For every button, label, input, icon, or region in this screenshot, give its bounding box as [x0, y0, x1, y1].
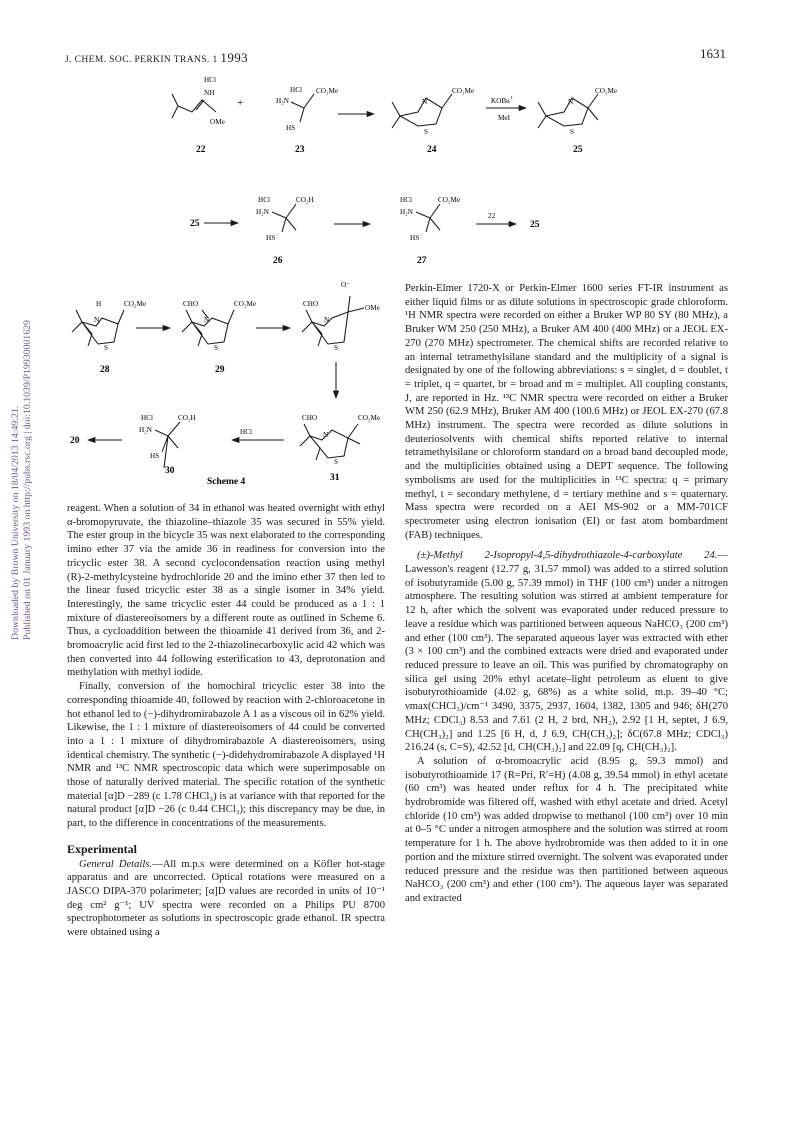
atom-label: CO₂Me	[438, 196, 461, 204]
atom-label: HCl	[204, 76, 216, 84]
atom-label: CO₂H	[178, 414, 196, 422]
atom-label: CHO	[303, 300, 319, 308]
atom-label: CO₂Me	[358, 414, 381, 422]
paragraph	[67, 858, 385, 940]
enolate-intermediate	[302, 281, 380, 352]
doi-link[interactable]: Published on 01 January 1993 on http://pubs.rsc.org | doi:10.1039/P19930001629	[22, 320, 33, 640]
atom-label: HS	[266, 234, 276, 242]
reagent-hcl: HCl	[240, 428, 252, 436]
reagent-kobut: KOBu	[491, 97, 510, 105]
atom-label: HCl	[290, 86, 302, 94]
paragraph-text: —All m.p.s were determined on a Köfler hot-stage apparatus and are uncorrected. Optical rotations were measured on a JASCO DIPA-370 polarimeter; [α]D values are recorded in units of 10⁻¹ deg cm² g⁻¹; UV spectra were recorded on a Philips PU 8700 spectrophotometer as solutions in spectroscopic grade ethanol. IR spectra were obtained using a	[67, 858, 385, 939]
reagent-22: 22	[488, 212, 496, 220]
atom-label: OMe	[210, 118, 225, 126]
atom-label: N	[422, 98, 428, 106]
atom-label: CO₂Me	[124, 300, 147, 308]
left-column	[67, 502, 385, 940]
atom-label: N	[204, 316, 210, 324]
atom-label: OMe	[365, 304, 380, 312]
paragraph	[405, 549, 728, 755]
compound-number: 22	[196, 145, 206, 155]
compound-23	[276, 86, 338, 155]
compound-27	[400, 196, 460, 266]
scheme-caption: Scheme 4	[207, 477, 246, 487]
reagent-mei: MeI	[498, 114, 510, 122]
compound-24	[392, 87, 474, 155]
atom-label: N	[324, 316, 330, 324]
atom-label: H₂N	[400, 208, 413, 216]
compound-29	[182, 300, 256, 375]
atom-label: HCl	[258, 196, 270, 204]
atom-label: H₂N	[256, 208, 269, 216]
atom-label: HCl	[400, 196, 412, 204]
paragraph: Perkin-Elmer 1720-X or Perkin-Elmer 1600 series FT-IR instrument as either liquid films or as dilute solutions in spectroscopic grade chloroform. ¹H NMR spectra were recorded on either a Bruker WP 80 SY (80 MHz), a Bruker WM 250 (250 MHz), a Bruker AM 400 (400 MHz) or a JEOL EX-270 (270 MHz) spectrometer. The chemical shifts are recorded relative to an internal tetramethylsilane standard and the multiplicity of a signal is designated by one of the following abbreviations: s = singlet, d = doublet, t = triplet, q = quartet, br = broad and m = multiplet. All coupling constants, J, are reported in Hz. ¹³C NMR spectra were recorded on either a Bruker WM 250 (62.9 MHz), Bruker AM 400 (100.6 MHz) or JEOL EX-270 (67.8 MHz) instrument. The spectra were recorded as dilute solutions in deuteriosolvents with chemical shifts reported relative to internal tetramethylsilane or chloroform standard on a broad band decoupled mode, and the multiplicities obtained using a DEPT sequence. The following symbolisms are used for the multiplicities in ¹³C spectra: q = primary methyl, t = secondary methylene, d = tertiary methine and s = quaternary. Mass spectra were recorded on a AEI MS-902 or a MM-701CF spectrometer using electron ionisation (EI) or fast atom bombardment (FAB) techniques.	[405, 283, 728, 541]
compound-number: 20	[70, 436, 80, 446]
compound-31	[300, 414, 380, 483]
paragraph-text: —Lawesson's reagent (12.77 g, 31.57 mmol) was added to a stirred solution of isobutyramide (5.00 g, 57.39 mmol) in THF (100 cm³) under a nitrogen atmosphere. The resulting solution was stirred at ambient temperature for 12 h, after which the solvent was evaporated under reduced pressure to leave a residue which was partitioned between aqueous NaHCO₃ (200 cm³) and ether (100 cm³). The separated aqueous layer was extracted with ether (3 × 100 cm³) and the combined extracts were dried and evaporated under reduced pressure to leave an oil. This was purified by chromatography on silica gel using 20% ethyl acetate–light petroleum as eluent to give isobutyrothioamide (4.02 g, 68%) as a white solid, m.p. 39–40 °C; νmax(CHCl₃)/cm⁻¹ 3490, 3375, 2937, 1604, 1382, 1305 and 946; δH(270 MHz; CDCl₃) 8.53 and 7.61 (2 H, 2 brd, NH₂), 2.92 [1 H, septet, J 6.9, CH(CH₃)₂] and 1.25 [6 H, d, J 6.9, CH(CH₃)₂]; δC(67.8 MHz; CDCl₃) 216.24 (s, C=S), 42.52 [d, CH(CH₃)₂] and 22.09 [q, CH(CH₃)₂].	[405, 550, 728, 754]
compound-number: 25	[573, 145, 583, 155]
atom-label: S	[214, 344, 218, 352]
right-column	[405, 282, 728, 906]
atom-label: CO₂Me	[316, 87, 339, 95]
compound-heading: (±)-Methyl 2-Isopropyl-4,5-dihydrothiazole-4-carboxylate 24.	[417, 550, 718, 562]
section-heading: Experimental	[67, 841, 137, 856]
atom-label: S	[334, 344, 338, 352]
compound-25	[538, 87, 617, 155]
atom-label: N	[94, 316, 100, 324]
compound-number: 25	[190, 219, 200, 229]
compound-number: 30	[165, 466, 175, 476]
paragraph: Finally, conversion of the homochiral tricyclic ester 38 into the corresponding thioamide 40, followed by reaction with 2-chloroacetone in hot ethanol led to (−)-dihydromirabazole A 1 as a viscous oil in 62% yield. Likewise, the 1 : 1 mixture of diastereoisomers of 44 could be converted into a 1 : 1 mixture of dihydromirabazole A diastereoisomers, using identical chemistry. The synthetic (−)-didehydromirabazole A displayed ¹H NMR and ¹³C NMR spectroscopic data which were superimposable on those of naturally derived material. The specific rotation of the synthetic material [α]D −289 (c 1.78 CHCl₃) is at variance with that reported for the natural product [α]D −26 (c 0.44 CHCl₃); this discrepancy may be due, in part, to the difference in concentrations of the measurements.	[67, 681, 385, 830]
atom-label: S	[334, 458, 338, 466]
atom-label: S	[104, 344, 108, 352]
compound-number: 25	[530, 220, 540, 230]
compound-22	[172, 76, 225, 155]
atom-label: HS	[150, 452, 160, 460]
compound-number: 28	[100, 365, 110, 375]
compound-number: 23	[295, 145, 305, 155]
paragraph: A solution of α-bromoacrylic acid (8.95 g, 59.3 mmol) and isobutyrothioamide 17 (R=Pri, R′=H) (4.08 g, 39.54 mmol) in ethyl acetate (60 cm³) was heated under reflux for 4 h. The precipitated white hydrobromide was filtered off, washed with ethyl acetate and dried. Acetyl chloride (10 cm³) was added dropwise to methanol (100 cm³) over 10 min at 0–5 °C under a nitrogen atmosphere and the solution was stirred at room temperature for 1 h. The above hydrobromide was then added to it in one portion and the mixture stirred overnight. The solvent was evaporated under reduced pressure and the residue was then partitioned between aqueous NaHCO₃ (200 cm³) and ether (100 cm³). The aqueous layer was separated and extracted	[405, 755, 728, 904]
atom-label: CO₂H	[296, 196, 314, 204]
atom-label: O⁻	[341, 281, 350, 289]
compound-26	[256, 196, 314, 266]
atom-label: HS	[286, 124, 296, 132]
compound-30	[139, 414, 196, 476]
journal-year: 1993	[220, 50, 249, 65]
atom-label: N	[568, 98, 574, 106]
atom-label: CO₂Me	[234, 300, 257, 308]
atom-label: HCl	[141, 414, 153, 422]
atom-label: S	[424, 128, 428, 136]
compound-number: 24	[427, 145, 437, 155]
compound-28	[72, 300, 146, 375]
atom-label: N	[323, 431, 329, 439]
page-number: 1631	[700, 46, 726, 61]
paragraph: reagent. When a solution of 34 in ethanol was heated overnight with ethyl α-bromopyruvate, the thiazoline–thiazole 35 was secured in 55% yield. The ester group in the bicycle 35 was next elaborated to the corresponding imino ether 37 via the amide 36 in readiness for conversion into the tricyclic ester 38. A second cyclocondensation reaction using methyl (R)-2-methylcysteine hydrochloride 20 and the imino ether 37 then led to the linear fused tricyclic ester 38 as a single isomer in 34% yield. Interestingly, the same tricyclic ester 44 could be produced as a 1 : 1 mixture of diastereoisomers by a different route as outlined in Scheme 6. Thus, a cycloaddition between the thioamide 41 derived from 36, and 2-bromoacrylic acid first led to the 2-thiazolinecarboxylic acid 42 which was then converted into 44 following esterification to 43, deprotonation and methylation with methyl iodide.	[67, 503, 385, 679]
atom-label: CHO	[183, 300, 199, 308]
compound-number: 27	[417, 256, 427, 266]
download-notice: Downloaded by Brown University on 18/04/2013 14:49:21.	[10, 405, 21, 640]
compound-number: 26	[273, 256, 283, 266]
atom-label: H	[96, 300, 102, 308]
reagent-superscript: t	[511, 95, 513, 101]
compound-number: 31	[330, 473, 340, 483]
atom-label: CO₂Me	[595, 87, 618, 95]
atom-label: CO₂Me	[452, 87, 475, 95]
atom-label: H₂N	[139, 426, 152, 434]
compound-number: 29	[215, 365, 225, 375]
svg-text:+: +	[237, 97, 244, 109]
atom-label: CHO	[302, 414, 318, 422]
journal-name: J. CHEM. SOC. PERKIN TRANS. 1	[65, 55, 218, 65]
subheading: General Details.	[79, 858, 153, 870]
atom-label: H₂N	[276, 97, 289, 105]
atom-label: NH	[204, 89, 215, 97]
atom-label: HS	[410, 234, 420, 242]
atom-label: S	[570, 128, 574, 136]
